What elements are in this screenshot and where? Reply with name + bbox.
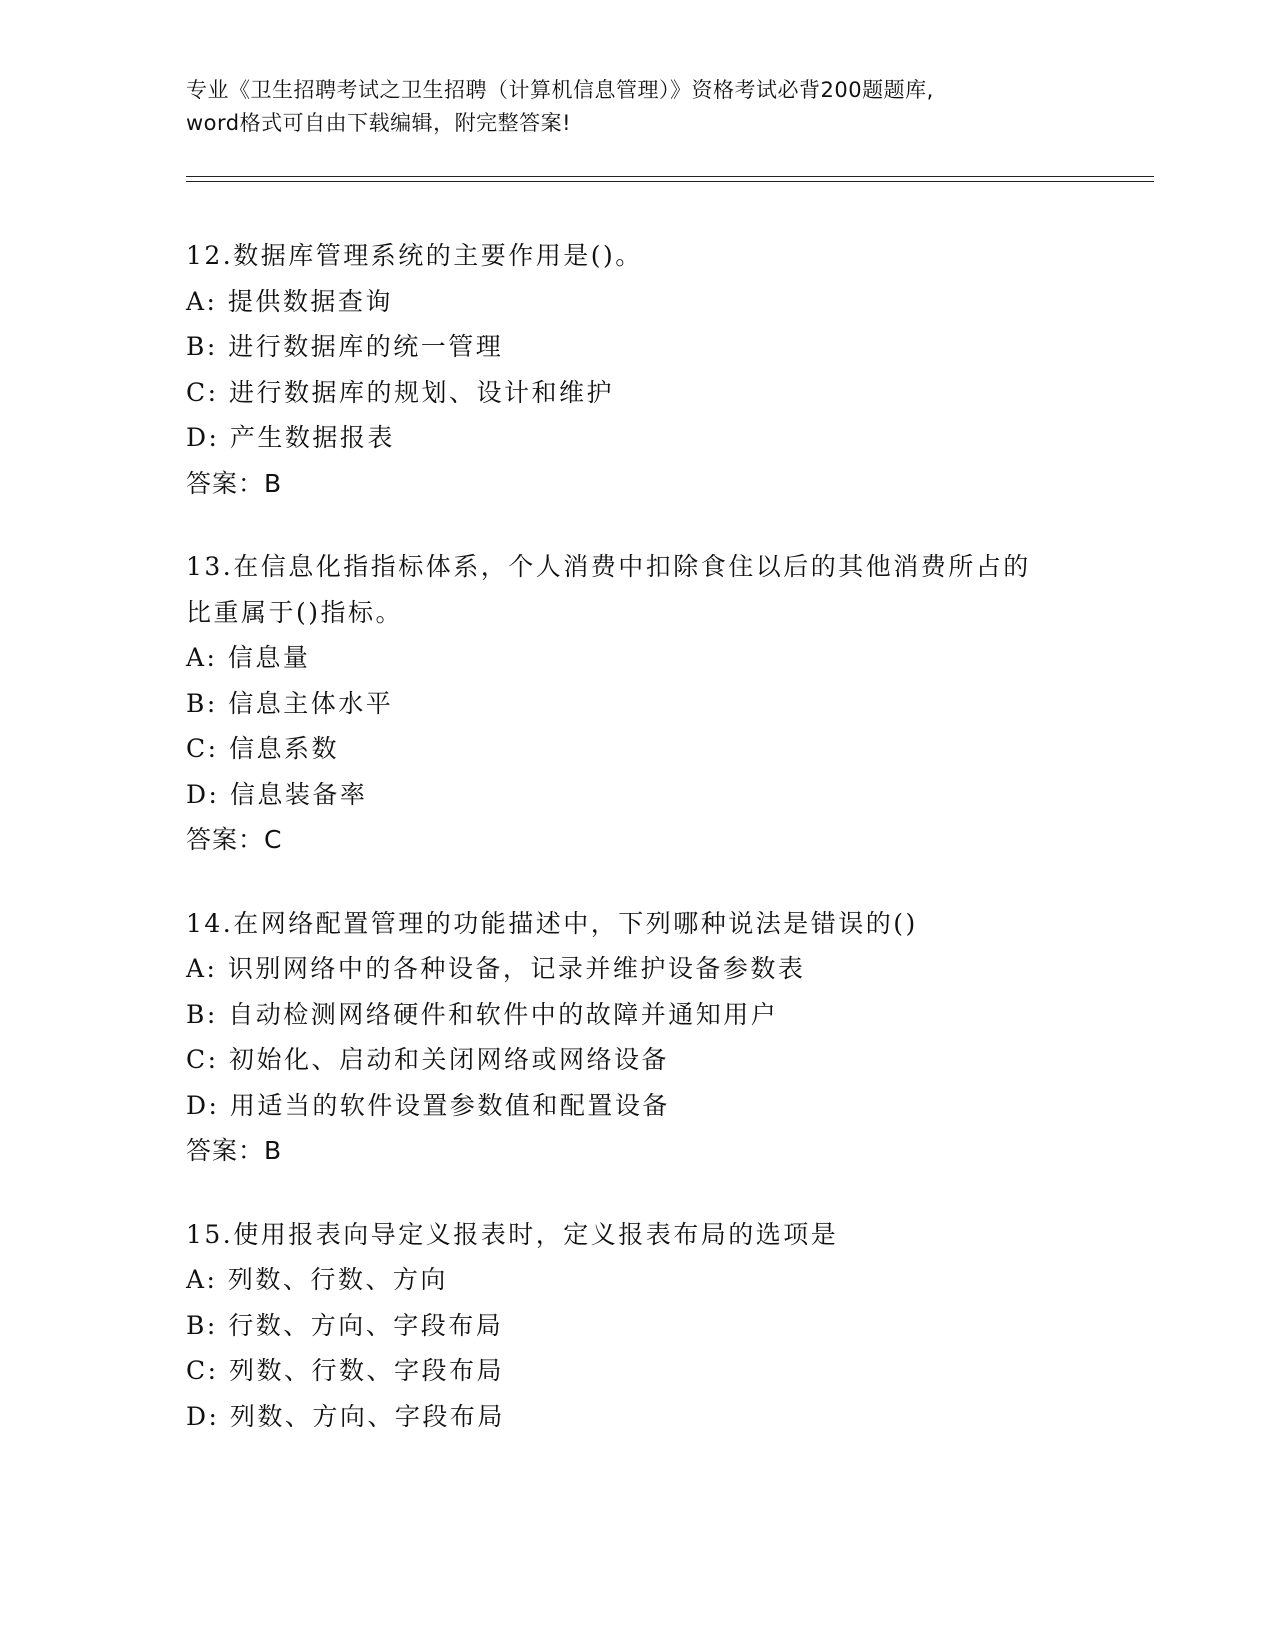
header-line-2: word格式可自由下载编辑，附完整答案!	[186, 111, 572, 135]
question-stem-continued: 比重属于()指标。	[186, 597, 404, 627]
option-c: C: 信息系数	[186, 734, 339, 763]
question-14	[186, 901, 1146, 1174]
option-d: D: 用适当的软件设置参数值和配置设备	[186, 1090, 670, 1120]
option-a: A: 提供数据查询	[186, 286, 393, 316]
option-d: D: 列数、方向、字段布局	[186, 1401, 505, 1431]
document-header	[186, 74, 1086, 140]
option-b: B: 自动检测网络硬件和软件中的故障并通知用户	[186, 999, 779, 1029]
question-13	[186, 544, 1146, 863]
option-d: D: 产生数据报表	[186, 423, 395, 452]
option-a: A: 识别网络中的各种设备，记录并维护设备参数表	[186, 954, 806, 983]
answer-label: 答案：B	[186, 468, 283, 498]
answer-label: 答案：B	[186, 1136, 283, 1165]
header-divider-bottom	[186, 181, 1154, 182]
question-stem: 15.使用报表向导定义报表时，定义报表布局的选项是	[186, 1219, 839, 1249]
option-c: C: 进行数据库的规划、设计和维护	[186, 377, 614, 407]
option-d: D: 信息装备率	[186, 779, 368, 809]
option-b: B: 行数、方向、字段布局	[186, 1310, 504, 1340]
option-c: C: 初始化、启动和关闭网络或网络设备	[186, 1045, 669, 1074]
option-b: B: 进行数据库的统一管理	[186, 332, 504, 361]
question-stem: 14.在网络配置管理的功能描述中，下列哪种说法是错误的()	[186, 908, 918, 938]
option-c: C: 列数、行数、字段布局	[186, 1356, 504, 1385]
answer-label: 答案：C	[186, 825, 283, 854]
option-a: A: 信息量	[186, 643, 311, 672]
question-stem: 12.数据库管理系统的主要作用是()。	[186, 241, 643, 270]
option-a: A: 列数、行数、方向	[186, 1265, 448, 1294]
question-12	[186, 233, 1146, 506]
question-15	[186, 1212, 1146, 1440]
option-b: B: 信息主体水平	[186, 688, 394, 718]
header-divider-top	[186, 176, 1154, 177]
header-line-1: 专业《卫生招聘考试之卫生招聘（计算机信息管理）》资格考试必背200题题库,	[186, 78, 934, 102]
question-stem: 13.在信息化指指标体系，个人消费中扣除食住以后的其他消费所占的	[186, 552, 1031, 581]
question-list	[186, 233, 1146, 1477]
